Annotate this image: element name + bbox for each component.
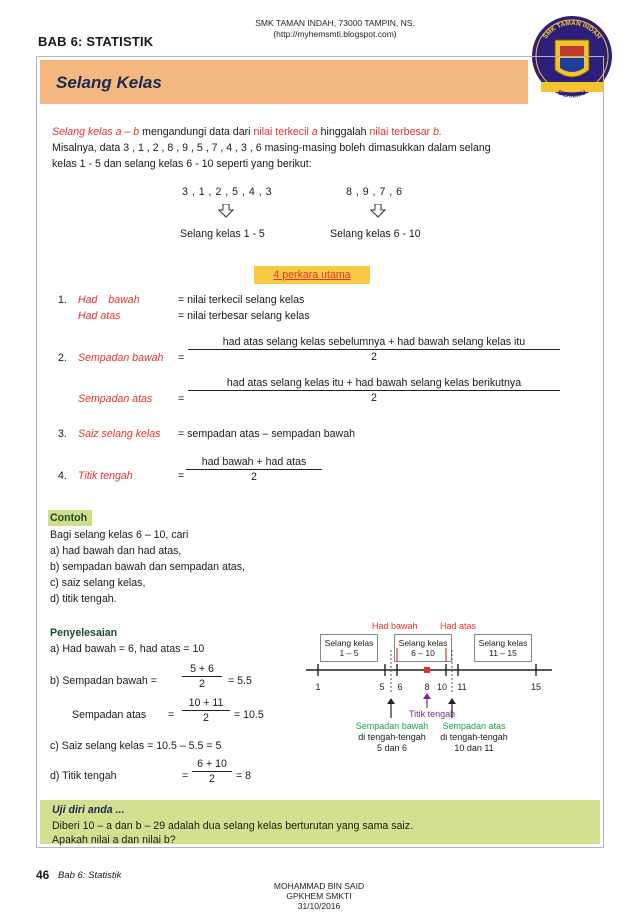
- formula-numerator: had atas selang kelas itu + had bawah selang kelas berikutnya: [188, 377, 560, 391]
- solution-a: a) Had bawah = 6, had atas = 10: [50, 643, 205, 655]
- arrow-head-icon: [423, 693, 431, 699]
- solution-title: Penyelesaian: [50, 627, 118, 639]
- arrow-head-icon: [387, 698, 395, 704]
- solution-b-result: = 5.5: [228, 675, 252, 687]
- label-sempadan-bawah: Sempadan bawah: [78, 352, 164, 364]
- intro-line3: kelas 1 - 5 dan selang kelas 6 - 10 seperti yang berikut:: [52, 158, 312, 170]
- school-name: SMK TAMAN INDAH, 73000 TAMPIN, NS.: [255, 18, 415, 28]
- example-item-a: a) had bawah dan had atas,: [50, 545, 182, 557]
- term-b: b.: [433, 126, 442, 138]
- label-titik-tengah: Titik tengah: [78, 470, 133, 482]
- term-nilai-terbesar: nilai terbesar: [369, 126, 431, 138]
- diagram-sempadan-atas: [436, 721, 512, 754]
- solution-b2-label: Sempadan atas: [72, 709, 147, 721]
- formula-titik-tengah: [186, 456, 322, 483]
- footer-date: 31/10/2016: [297, 901, 341, 911]
- banner-title: Selang Kelas: [56, 73, 162, 92]
- tick-label: 1: [315, 682, 321, 692]
- equals-sign: =: [178, 352, 185, 364]
- solution-b2-fraction: [182, 697, 230, 724]
- solution-b2-result: = 10.5: [234, 709, 264, 721]
- example-item-d: d) titik tengah.: [50, 593, 117, 605]
- def-had-atas: = nilai terbesar selang kelas: [178, 310, 310, 322]
- class-box-range: 6 – 10: [411, 648, 435, 658]
- example-item-b: b) sempadan bawah dan sempadan atas,: [50, 561, 245, 573]
- formula-sempadan-bawah: [188, 336, 560, 363]
- tick-label: 11: [457, 682, 467, 692]
- svg-text:SMK TAMAN INDAH: SMK TAMAN INDAH: [541, 19, 603, 41]
- class-box-title: Selang kelas: [324, 638, 374, 648]
- author-name: MOHAMMAD BIN SAID: [273, 881, 365, 891]
- equals-sign: =: [178, 470, 185, 482]
- author-dept: GPKHEM SMKTI: [286, 891, 352, 901]
- def-saiz-selang-kelas: = sempadan atas – sempadan bawah: [178, 428, 355, 440]
- down-arrow-icon: [370, 204, 386, 218]
- tick-label: 15: [530, 682, 542, 692]
- fraction-denominator: 2: [203, 712, 209, 724]
- intro-text1: mengandungi data dari: [142, 126, 251, 138]
- sempadan-bawah-line2: 5 dan 6: [376, 743, 408, 753]
- key-points-title: 4 perkara utama: [254, 266, 370, 284]
- formula-denominator: 2: [251, 471, 257, 483]
- solution-d-result: = 8: [236, 770, 252, 782]
- label-had-bawah: Had bawah: [78, 294, 140, 306]
- sempadan-bawah-line1: di tengah-tengah: [358, 732, 426, 742]
- solution-d-fraction: [192, 758, 232, 785]
- label-had-atas: Had atas: [78, 310, 121, 322]
- formula-denominator: 2: [371, 392, 377, 404]
- class-box-range: 1 – 5: [339, 648, 359, 658]
- exercise-title: Uji diri anda ...: [52, 804, 125, 816]
- fraction-numerator: 10 + 11: [182, 697, 230, 711]
- sempadan-atas-title: Sempadan atas: [442, 721, 506, 731]
- intro-line2: Misalnya, data 3 , 1 , 2 , 8 , 9 , 5 , 7 , 4 , 3 , 6 masing-masing boleh dimasukkan dalam selang: [52, 142, 491, 154]
- term-nilai-terkecil: nilai terkecil: [253, 126, 309, 138]
- exercise-line1: Diberi 10 – a dan b – 29 adalah dua selang kelas berturutan yang sama saiz.: [52, 820, 414, 832]
- equals-sign: =: [182, 770, 189, 782]
- exercise-line2: Apakah nilai a dan nilai b?: [52, 834, 176, 846]
- data-group-2: 8 , 9 , 7 , 6: [346, 186, 403, 198]
- page-number: 46: [36, 868, 50, 882]
- data-group-1: 3 , 1 , 2 , 5 , 4 , 3: [182, 186, 272, 198]
- point-1-number: 1.: [58, 294, 67, 306]
- point-3-number: 3.: [58, 428, 67, 440]
- example-line1: Bagi selang kelas 6 – 10, cari: [50, 529, 189, 541]
- example-item-c: c) saiz selang kelas,: [50, 577, 146, 589]
- footer-chapter: Bab 6: Statistik: [58, 870, 122, 881]
- midpoint-marker: [424, 667, 430, 673]
- content-frame: [36, 56, 604, 848]
- sempadan-bawah-title: Sempadan bawah: [355, 721, 429, 731]
- solution-c: c) Saiz selang kelas = 10.5 – 5.5 = 5: [50, 740, 222, 752]
- point-4-number: 4.: [58, 470, 67, 482]
- def-had-bawah: = nilai terkecil selang kelas: [178, 294, 305, 306]
- tick-label: 6: [397, 682, 403, 692]
- svg-text:BERILMU: BERILMU: [556, 89, 588, 100]
- formula-denominator: 2: [371, 351, 377, 363]
- fraction-numerator: 6 + 10: [192, 758, 232, 772]
- point-2-number: 2.: [58, 352, 67, 364]
- tick-label: 5: [379, 682, 385, 692]
- down-arrow-icon: [218, 204, 234, 218]
- formula-numerator: had bawah + had atas: [186, 456, 322, 470]
- intro-line1: [52, 124, 592, 140]
- class-box-title: Selang kelas: [398, 638, 448, 648]
- fraction-numerator: 5 + 6: [182, 663, 222, 677]
- fraction-denominator: 2: [209, 773, 215, 785]
- equals-sign: =: [178, 393, 185, 405]
- school-url: (http://myhemsmti.blogspot.com): [273, 29, 397, 39]
- class-label-1: Selang kelas 1 - 5: [180, 228, 265, 240]
- chapter-title: BAB 6: STATISTIK: [38, 34, 154, 49]
- intro-text2: hinggalah: [320, 126, 367, 138]
- term-selang-kelas: Selang kelas: [52, 126, 113, 138]
- term-a: a: [311, 126, 318, 138]
- arrow-head-icon: [448, 698, 456, 704]
- sempadan-atas-line2: 10 dan 11: [454, 743, 494, 753]
- example-title: Contoh: [50, 512, 88, 524]
- footer-author: [240, 881, 398, 911]
- tick-label: 10: [436, 682, 448, 692]
- number-line-diagram: [300, 648, 560, 718]
- school-header: [200, 18, 470, 40]
- fraction-denominator: 2: [199, 678, 205, 690]
- label-sempadan-atas: Sempadan atas: [78, 393, 153, 405]
- class-box-range: 11 – 15: [489, 648, 517, 658]
- solution-d-label: d) Titik tengah: [50, 770, 117, 782]
- tick-label: 8: [424, 682, 430, 692]
- formula-numerator: had atas selang kelas sebelumnya + had bawah selang kelas itu: [188, 336, 560, 350]
- equals-sign: =: [168, 709, 175, 721]
- diagram-had-atas: Had atas: [440, 621, 477, 631]
- formula-sempadan-atas: [188, 377, 560, 404]
- label-saiz-selang-kelas: Saiz selang kelas: [78, 428, 161, 440]
- class-label-2: Selang kelas 6 - 10: [330, 228, 421, 240]
- diagram-had-bawah: Had bawah: [372, 621, 418, 631]
- term-a-b: a – b: [115, 126, 140, 138]
- diagram-titik-tengah: Titik tengah: [409, 709, 456, 719]
- class-box-title: Selang kelas: [478, 638, 528, 648]
- solution-b-fraction: [182, 663, 222, 690]
- solution-b-label: b) Sempadan bawah =: [50, 675, 157, 687]
- diagram-sempadan-bawah: [354, 721, 430, 754]
- sempadan-atas-line1: di tengah-tengah: [440, 732, 508, 742]
